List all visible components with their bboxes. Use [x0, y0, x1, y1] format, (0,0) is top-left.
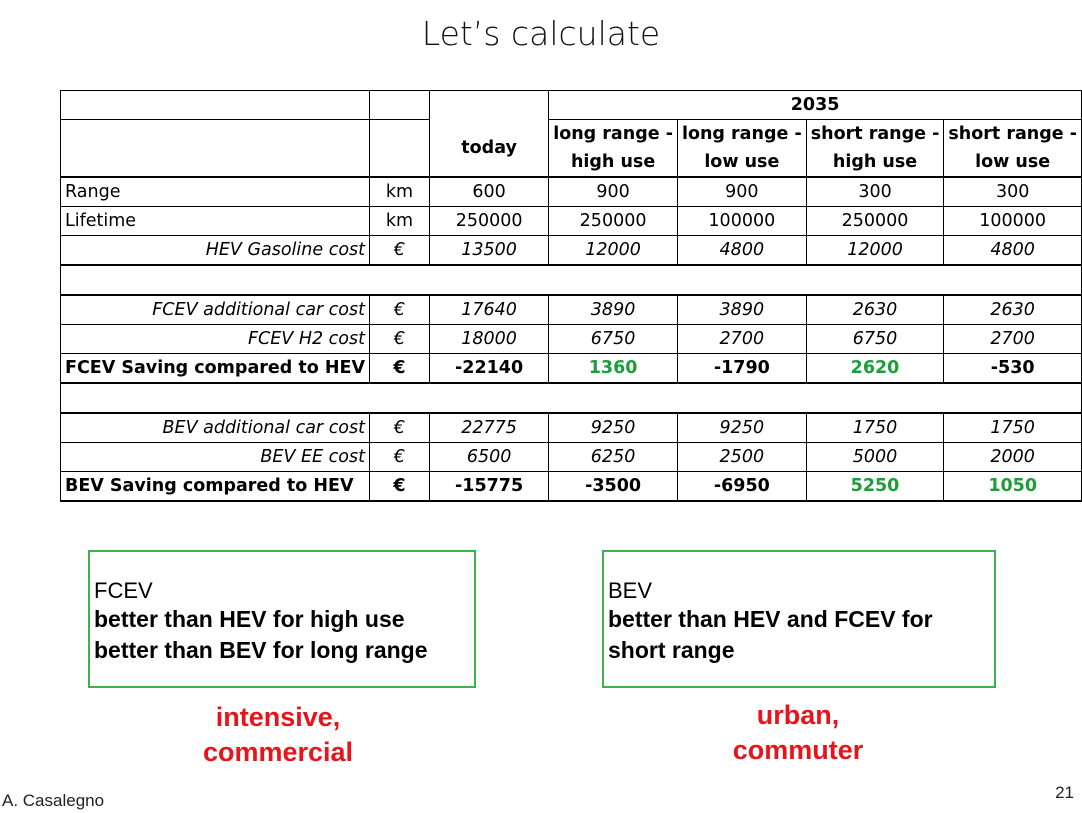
row-unit: € [370, 354, 430, 384]
spacer-cell [61, 265, 1082, 295]
header-row-columns [61, 120, 1082, 178]
cell-value: 1750 [806, 413, 944, 443]
cell-value: 22775 [429, 413, 548, 443]
cell-value: 3890 [677, 295, 806, 325]
row-unit: € [370, 325, 430, 354]
col-short-range-low-use-header: short range - low use [944, 120, 1082, 178]
fcev-conclusion-box [88, 550, 476, 688]
cell-value: 13500 [429, 236, 548, 266]
col-today-header: today [429, 120, 548, 178]
table-row [61, 413, 1082, 443]
cell-value: 6750 [549, 325, 678, 354]
row-label: BEV EE cost [61, 443, 370, 472]
cell-value: 300 [806, 177, 944, 207]
row-label: Lifetime [61, 207, 370, 236]
bev-box-heading: BEV [608, 578, 653, 603]
slide-title: Let’s calculate [421, 14, 661, 53]
cost-comparison-table [60, 90, 1082, 502]
cell-value: 600 [429, 177, 548, 207]
header-blank [370, 120, 430, 178]
col-short-range-high-use-header: short range - high use [806, 120, 944, 178]
header-row-year [61, 91, 1082, 120]
row-label: BEV additional car cost [61, 413, 370, 443]
row-label: Range [61, 177, 370, 207]
fcev-box-heading: FCEV [94, 578, 153, 603]
fcev-tag-line: commercial [202, 737, 354, 767]
cell-value: 2700 [944, 325, 1082, 354]
cell-value: -22140 [429, 354, 548, 384]
table-row [61, 325, 1082, 354]
cell-value: 6750 [806, 325, 944, 354]
row-label: FCEV Saving compared to HEV [61, 354, 370, 384]
cell-value: 100000 [677, 207, 806, 236]
row-label: FCEV H2 cost [61, 325, 370, 354]
bev-use-case-tag [660, 698, 936, 768]
bev-tag-line: commuter [732, 735, 864, 765]
cell-value: 250000 [429, 207, 548, 236]
table-row [61, 236, 1082, 266]
row-unit: € [370, 472, 430, 502]
cell-value: 4800 [677, 236, 806, 266]
row-unit: km [370, 177, 430, 207]
cell-value: 9250 [549, 413, 678, 443]
header-blank [61, 120, 370, 178]
cell-value: 900 [677, 177, 806, 207]
bev-conclusion-box [602, 550, 996, 688]
cell-value: 250000 [549, 207, 678, 236]
cell-value: 2700 [677, 325, 806, 354]
row-label: HEV Gasoline cost [61, 236, 370, 266]
cell-value: 6500 [429, 443, 548, 472]
cell-value-positive: 2620 [806, 354, 944, 384]
cell-value-positive: 1050 [944, 472, 1082, 502]
row-unit: € [370, 443, 430, 472]
cell-value: 9250 [677, 413, 806, 443]
fcev-box-line: better than HEV for high use [94, 606, 405, 632]
table-row [61, 354, 1082, 384]
cell-value-positive: 5250 [806, 472, 944, 502]
fcev-use-case-tag [140, 700, 416, 770]
col-long-range-low-use-header: long range - low use [677, 120, 806, 178]
col-long-range-high-use-header: long range - high use [549, 120, 678, 178]
cell-value: 12000 [549, 236, 678, 266]
cell-value: 4800 [944, 236, 1082, 266]
table-row [61, 207, 1082, 236]
cell-value: -6950 [677, 472, 806, 502]
row-unit: € [370, 413, 430, 443]
header-blank [429, 91, 548, 120]
header-blank [370, 91, 430, 120]
row-unit: € [370, 295, 430, 325]
row-unit: € [370, 236, 430, 266]
bev-box-line: better than HEV and FCEV for [608, 606, 933, 632]
row-label: FCEV additional car cost [61, 295, 370, 325]
table-row [61, 443, 1082, 472]
row-unit: km [370, 207, 430, 236]
cell-value: 2630 [806, 295, 944, 325]
cell-value-positive: 1360 [549, 354, 678, 384]
author-footer: A. Casalegno [2, 791, 105, 810]
fcev-tag-line: intensive, [215, 702, 341, 732]
spacer-cell [61, 383, 1082, 413]
cell-value: -530 [944, 354, 1082, 384]
page-number: 21 [1055, 783, 1074, 802]
year-header: 2035 [549, 91, 1082, 120]
spacer-row [61, 383, 1082, 413]
cell-value: -3500 [549, 472, 678, 502]
table-row [61, 177, 1082, 207]
cell-value: -15775 [429, 472, 548, 502]
spacer-row [61, 265, 1082, 295]
cell-value: 2000 [944, 443, 1082, 472]
cell-value: 6250 [549, 443, 678, 472]
table-row [61, 472, 1082, 502]
cell-value: 300 [944, 177, 1082, 207]
table-row [61, 295, 1082, 325]
cell-value: 250000 [806, 207, 944, 236]
fcev-box-line: better than BEV for long range [94, 637, 428, 663]
header-blank [61, 91, 370, 120]
cell-value: 12000 [806, 236, 944, 266]
cell-value: 18000 [429, 325, 548, 354]
cell-value: 100000 [944, 207, 1082, 236]
cell-value: 2630 [944, 295, 1082, 325]
cell-value: 17640 [429, 295, 548, 325]
cell-value: 1750 [944, 413, 1082, 443]
cell-value: 5000 [806, 443, 944, 472]
bev-tag-line: urban, [756, 700, 840, 730]
row-label: BEV Saving compared to HEV [61, 472, 370, 502]
cell-value: 3890 [549, 295, 678, 325]
cell-value: 2500 [677, 443, 806, 472]
cell-value: 900 [549, 177, 678, 207]
cell-value: -1790 [677, 354, 806, 384]
bev-box-line: short range [608, 637, 735, 663]
